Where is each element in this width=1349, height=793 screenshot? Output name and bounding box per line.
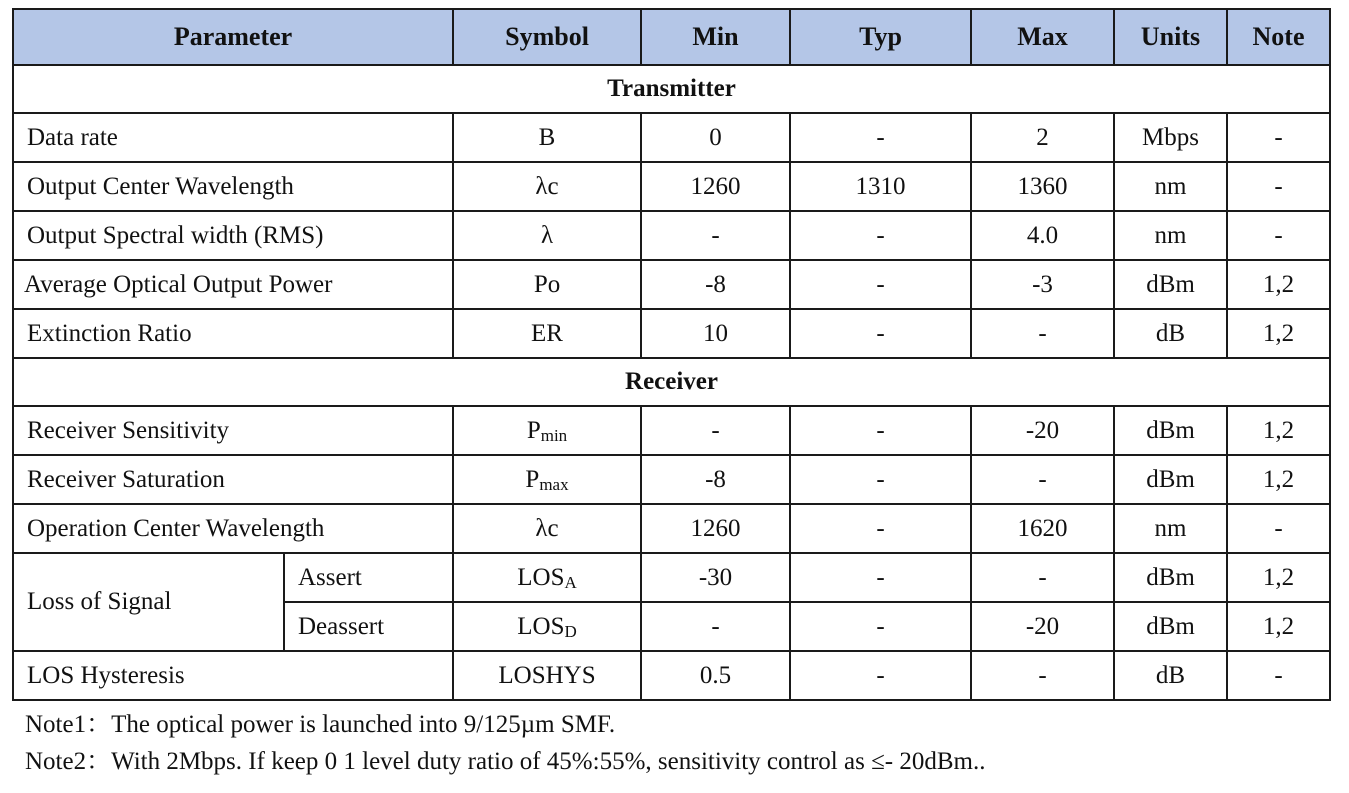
header-typ: Typ	[790, 9, 971, 65]
cell-units: dBm	[1114, 602, 1227, 651]
symbol-subscript: D	[564, 621, 577, 641]
cell-max: 1620	[971, 504, 1114, 553]
notes	[25, 706, 986, 780]
cell-min: 0.5	[641, 651, 790, 700]
cell-symbol	[453, 602, 641, 651]
cell-note: 1,2	[1227, 602, 1330, 651]
cell-max: -3	[971, 260, 1114, 309]
cell-symbol	[453, 455, 641, 504]
cell-max: 2	[971, 113, 1114, 162]
cell-typ: -	[790, 260, 971, 309]
cell-typ: -	[790, 651, 971, 700]
table-row	[13, 553, 1330, 602]
cell-max: -20	[971, 602, 1114, 651]
cell-max: -	[971, 651, 1114, 700]
cell-units: dBm	[1114, 260, 1227, 309]
symbol-text: P	[526, 416, 541, 444]
section-transmitter-row	[13, 65, 1330, 113]
cell-min: -	[641, 211, 790, 260]
symbol-text: λc	[535, 514, 559, 542]
cell-typ: 1310	[790, 162, 971, 211]
symbol-text: P	[525, 465, 540, 493]
cell-min: -	[641, 602, 790, 651]
cell-note: -	[1227, 113, 1330, 162]
table-header-row	[13, 9, 1330, 65]
cell-symbol	[453, 113, 641, 162]
table-row	[13, 162, 1330, 211]
spec-table	[12, 8, 1331, 701]
note-1: Note1：The optical power is launched into 9/125µm SMF.	[25, 711, 616, 738]
cell-symbol	[453, 162, 641, 211]
cell-typ: -	[790, 553, 971, 602]
symbol-text: LOS	[517, 612, 565, 640]
cell-note: -	[1227, 162, 1330, 211]
section-transmitter: Transmitter	[13, 65, 1330, 113]
cell-max: 4.0	[971, 211, 1114, 260]
cell-note: 1,2	[1227, 553, 1330, 602]
symbol-text: Po	[533, 270, 561, 298]
table-row	[13, 455, 1330, 504]
cell-units: dB	[1114, 309, 1227, 358]
symbol-text: ER	[531, 319, 563, 347]
symbol-subscript: min	[540, 425, 568, 445]
cell-max: -	[971, 553, 1114, 602]
cell-symbol	[453, 260, 641, 309]
cell-note: -	[1227, 504, 1330, 553]
cell-units: dBm	[1114, 455, 1227, 504]
cell-min: -30	[641, 553, 790, 602]
section-receiver: Receiver	[13, 358, 1330, 406]
cell-min: -8	[641, 455, 790, 504]
cell-min: -	[641, 406, 790, 455]
note-2: Note2：With 2Mbps. If keep 0 1 level duty ratio of 45%:55%, sensitivity control as ≤- 20dBm..	[25, 748, 986, 775]
cell-subparameter: Deassert	[284, 602, 453, 651]
cell-parameter: Output Spectral width (RMS)	[13, 211, 453, 260]
section-receiver-row	[13, 358, 1330, 406]
cell-symbol	[453, 651, 641, 700]
symbol-subscript: max	[539, 474, 569, 494]
cell-min: 0	[641, 113, 790, 162]
cell-parameter: Receiver Saturation	[13, 455, 453, 504]
header-parameter: Parameter	[13, 9, 453, 65]
header-max: Max	[971, 9, 1114, 65]
cell-note: 1,2	[1227, 309, 1330, 358]
cell-parameter: Receiver Sensitivity	[13, 406, 453, 455]
cell-typ: -	[790, 406, 971, 455]
cell-min: 10	[641, 309, 790, 358]
cell-symbol	[453, 211, 641, 260]
header-min: Min	[641, 9, 790, 65]
cell-typ: -	[790, 602, 971, 651]
symbol-text: B	[538, 123, 556, 151]
cell-typ: -	[790, 504, 971, 553]
cell-parameter: Average Optical Output Power	[13, 260, 453, 309]
symbol-text: LOSHYS	[498, 661, 596, 689]
table-row	[13, 211, 1330, 260]
cell-note: 1,2	[1227, 260, 1330, 309]
cell-note: -	[1227, 651, 1330, 700]
cell-note: 1,2	[1227, 455, 1330, 504]
cell-note: -	[1227, 211, 1330, 260]
cell-max: -	[971, 309, 1114, 358]
cell-units: dBm	[1114, 406, 1227, 455]
table-row	[13, 309, 1330, 358]
cell-min: 1260	[641, 162, 790, 211]
cell-units: Mbps	[1114, 113, 1227, 162]
cell-symbol	[453, 406, 641, 455]
cell-typ: -	[790, 211, 971, 260]
cell-units: nm	[1114, 162, 1227, 211]
cell-parameter: Operation Center Wavelength	[13, 504, 453, 553]
cell-parameter: Extinction Ratio	[13, 309, 453, 358]
symbol-text: λ	[540, 221, 554, 249]
symbol-subscript: A	[564, 572, 577, 592]
cell-units: dBm	[1114, 553, 1227, 602]
cell-symbol	[453, 309, 641, 358]
table-row	[13, 504, 1330, 553]
cell-typ: -	[790, 309, 971, 358]
cell-note: 1,2	[1227, 406, 1330, 455]
cell-parameter-los: Loss of Signal	[13, 553, 284, 651]
header-units: Units	[1114, 9, 1227, 65]
cell-parameter: Data rate	[13, 113, 453, 162]
table-row	[13, 406, 1330, 455]
cell-max: -20	[971, 406, 1114, 455]
cell-typ: -	[790, 455, 971, 504]
cell-parameter: Output Center Wavelength	[13, 162, 453, 211]
cell-parameter: LOS Hysteresis	[13, 651, 453, 700]
cell-symbol	[453, 553, 641, 602]
symbol-text: LOS	[517, 563, 565, 591]
header-symbol: Symbol	[453, 9, 641, 65]
cell-typ: -	[790, 113, 971, 162]
cell-max: -	[971, 455, 1114, 504]
symbol-text: λc	[535, 172, 559, 200]
cell-units: dB	[1114, 651, 1227, 700]
cell-subparameter: Assert	[284, 553, 453, 602]
cell-min: 1260	[641, 504, 790, 553]
table-row	[13, 260, 1330, 309]
cell-max: 1360	[971, 162, 1114, 211]
cell-min: -8	[641, 260, 790, 309]
table-row	[13, 651, 1330, 700]
cell-units: nm	[1114, 211, 1227, 260]
table-row	[13, 113, 1330, 162]
header-note: Note	[1227, 9, 1330, 65]
cell-units: nm	[1114, 504, 1227, 553]
cell-symbol	[453, 504, 641, 553]
